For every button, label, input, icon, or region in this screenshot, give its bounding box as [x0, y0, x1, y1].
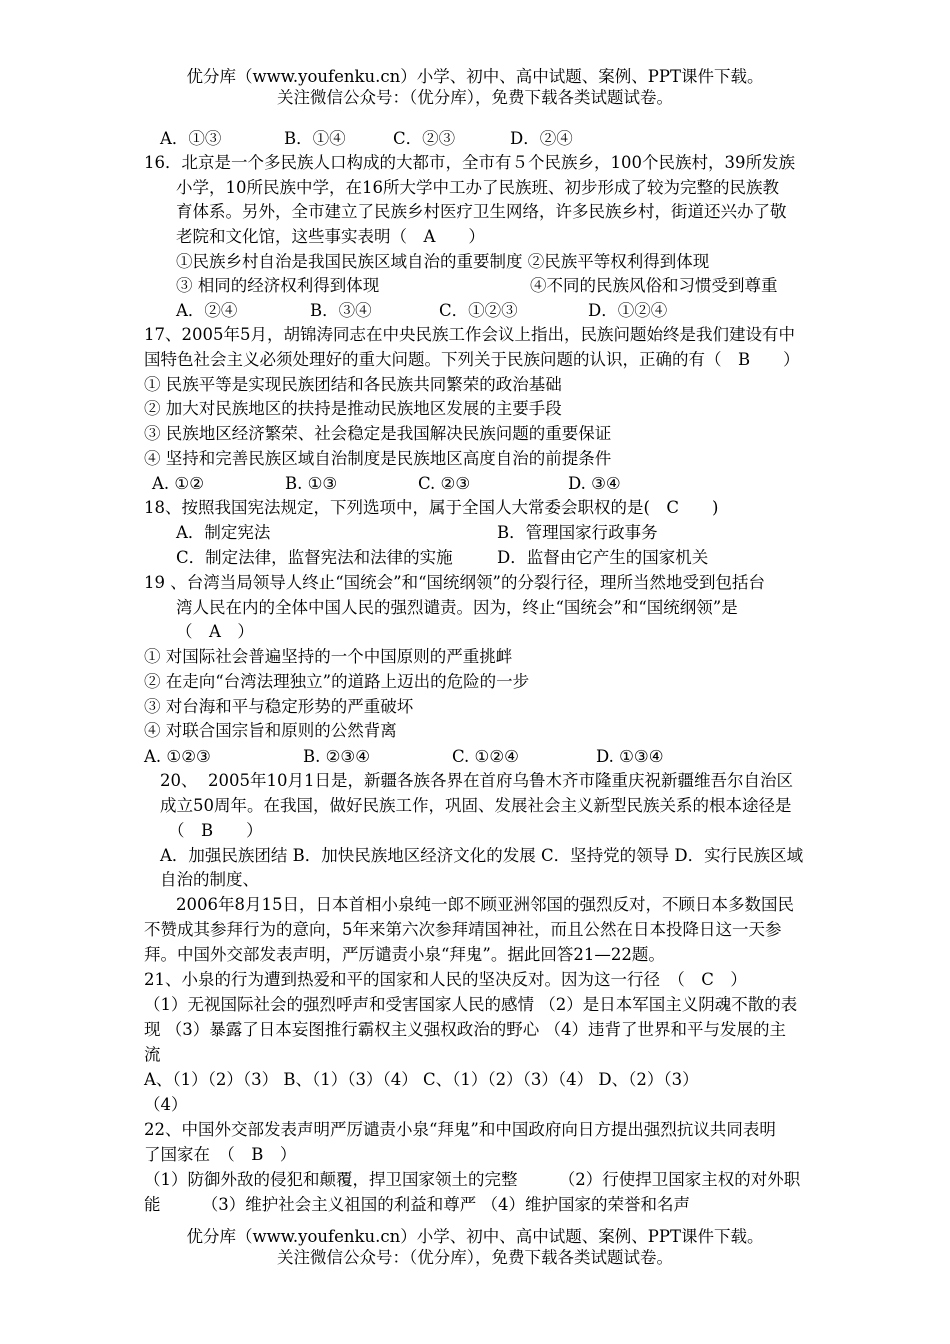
q21-line: 21、小泉的行为遭到热爱和平的国家和人民的坚决反对。因为这一行径 （ C ）	[144, 970, 747, 989]
header-line-1: 优分库（www.youfenku.cn）小学、初中、高中试题、案例、PPT课件下载。	[186, 67, 764, 86]
q20-options: 自治的制度、	[160, 870, 259, 889]
q16-line: 小学，10所民族中学，在16所大学中工办了民族班、初步形成了较为完整的民族教	[176, 178, 779, 197]
q20-line: 成立50周年。在我国，做好民族工作，巩固、发展社会主义新型民族关系的根本途径是	[160, 796, 792, 815]
q19-option-d: D. ①③④	[596, 747, 664, 766]
footer-line-1: 优分库（www.youfenku.cn）小学、初中、高中试题、案例、PPT课件下载。	[186, 1227, 764, 1246]
q19-statement: ① 对国际社会普遍坚持的一个中国原则的严重挑衅	[144, 647, 513, 666]
q17-option-d: D. ③④	[568, 474, 621, 493]
q15-option-b: B．①④	[284, 129, 346, 148]
q20-line: 20、 2005年10月1日是，新疆各族各界在首府乌鲁木齐市隆重庆祝新疆维吾尔自治区	[160, 771, 793, 790]
q16-line: 育体系。另外，全市建立了民族乡村医疗卫生网络，许多民族乡村，街道还兴办了敬	[176, 202, 787, 221]
q19-line: 湾人民在内的全体中国人民的强烈谴责。因为，终止“国统会”和“国统纲领”是	[176, 598, 738, 617]
q20-line: （ B ）	[168, 821, 263, 840]
q16-statement: ①民族乡村自治是我国民族区域自治的重要制度 ②民族平等权利得到体现	[176, 252, 710, 271]
q16-option-b: B．③④	[310, 301, 372, 320]
q17-line: 国特色社会主义必须处理好的重大问题。下列关于民族问题的认识，正确的有（ B ）	[144, 350, 800, 369]
header-line-2: 关注微信公众号：（优分库），免费下载各类试题试卷。	[277, 88, 673, 107]
q17-line: 17、2005年5月，胡锦涛同志在中央民族工作会议上指出，民族问题始终是我们建设有中	[144, 325, 795, 344]
q17-statement: ② 加大对民族地区的扶持是推动民族地区发展的主要手段	[144, 399, 562, 418]
q19-statement: ④ 对联合国宗旨和原则的公然背离	[144, 721, 397, 740]
q18-option-b: B．管理国家行政事务	[497, 523, 658, 542]
q22-line: 22、中国外交部发表声明严厉谴责小泉“拜鬼”和中国政府向日方提出强烈抗议共同表明	[144, 1120, 776, 1139]
q21-line: 现 （3）暴露了日本妄图推行霸权主义强权政治的野心 （4）违背了世界和平与发展的主	[144, 1020, 786, 1039]
q18-option-a: A．制定宪法	[176, 523, 271, 542]
q16-statement-3: ③ 相同的经济权利得到体现	[176, 276, 380, 295]
q18-option-d: D．监督由它产生的国家机关	[497, 548, 709, 567]
q19-option-a: A. ①②③	[144, 747, 211, 766]
q16-option-d: D．①②④	[588, 301, 668, 320]
q15-option-d: D．②④	[510, 129, 573, 148]
q16-line: 老院和文化馆，这些事实表明（ A ）	[176, 227, 485, 246]
q17-statement: ④ 坚持和完善民族区域自治制度是民族地区高度自治的前提条件	[144, 449, 612, 468]
q16-statement-4: ④不同的民族风俗和习惯受到尊重	[530, 276, 778, 295]
footer-line-2: 关注微信公众号：（优分库），免费下载各类试题试卷。	[277, 1248, 673, 1267]
q15-option-a: A．①③	[160, 129, 222, 148]
q19-option-b: B. ②③④	[303, 747, 370, 766]
q21-line: 流	[144, 1045, 161, 1064]
q21-options: （4）	[144, 1095, 188, 1114]
q17-option-a: A. ①②	[152, 474, 204, 493]
q19-statement: ③ 对台海和平与稳定形势的严重破坏	[144, 697, 414, 716]
q19-line: 19 、台湾当局领导人终止“国统会”和“国统纲领”的分裂行径，理所当然地受到包括台	[144, 573, 765, 592]
q15-option-c: C．②③	[393, 129, 456, 148]
q17-statement: ③ 民族地区经济繁荣、社会稳定是我国解决民族问题的重要保证	[144, 424, 612, 443]
passage-line: 不赞成其参拜行为的意向，5年来第六次参拜靖国神社，而且公然在日本投降日这一天参	[144, 920, 782, 939]
q17-option-c: C. ②③	[418, 474, 471, 493]
q16-option-c: C．①②③	[439, 301, 518, 320]
q18-stem: 18、按照我国宪法规定，下列选项中，属于全国人大常委会职权的是( C )	[144, 498, 719, 517]
q18-option-c: C．制定法律，监督宪法和法律的实施	[176, 548, 453, 567]
q21-line: （1）无视国际社会的强烈呼声和受害国家人民的感情 （2）是日本军国主义阴魂不散的表	[144, 995, 798, 1014]
q19-line: （ A ）	[176, 622, 254, 641]
passage-line: 拜。中国外交部发表声明，严厉谴责小泉“拜鬼”。据此回答21—22题。	[144, 945, 665, 964]
q16-option-a: A．②④	[176, 301, 238, 320]
q20-options: A．加强民族团结 B．加快民族地区经济文化的发展 C．坚持党的领导 D．实行民族区域	[160, 846, 804, 865]
q17-option-b: B. ①③	[285, 474, 338, 493]
q16-line: 16．北京是一个多民族人口构成的大都市，全市有５个民族乡，100个民族村，39所发族	[144, 153, 795, 172]
q22-line: （1）防御外敌的侵犯和颠覆，捍卫国家领土的完整 （2）行使捍卫国家主权的对外职	[144, 1170, 801, 1189]
q21-options: A、（1）（2）（3） B、（1）（3）（4） C、（1）（2）（3）（4） D、（2）（3）	[144, 1070, 699, 1089]
q19-option-c: C. ①②④	[452, 747, 519, 766]
passage-line: 2006年8月15日，日本首相小泉纯一郎不顾亚洲邻国的强烈反对，不顾日本多数国民	[176, 895, 794, 914]
q22-line: 能 （3）维护社会主义祖国的利益和尊严 （4）维护国家的荣誉和名声	[144, 1195, 690, 1214]
q19-statement: ② 在走向“台湾法理独立”的道路上迈出的危险的一步	[144, 672, 530, 691]
q17-statement: ① 民族平等是实现民族团结和各民族共同繁荣的政治基础	[144, 375, 562, 394]
q22-line: 了国家在 （ B ）	[144, 1145, 297, 1164]
